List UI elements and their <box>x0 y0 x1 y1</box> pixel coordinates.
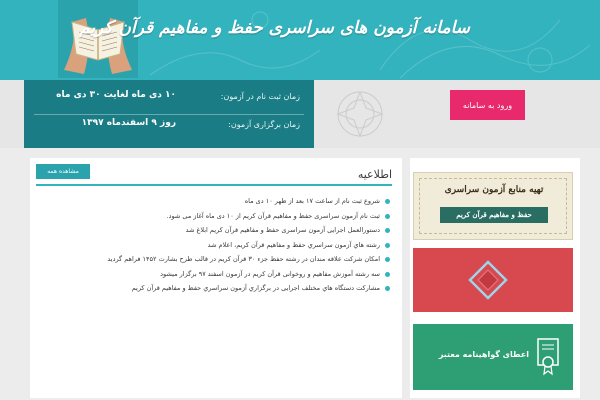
sidebar-banners <box>410 158 580 398</box>
login-button[interactable]: ورود به سامانه <box>450 90 525 120</box>
announcements-list <box>30 194 398 296</box>
exam-date-value: روز ۹ اسفندماه ۱۳۹۷ <box>81 118 176 128</box>
column-divider <box>402 158 410 398</box>
registration-label: زمان ثبت نام در آزمون: <box>220 92 300 101</box>
bullet-icon <box>385 214 390 219</box>
list-item[interactable] <box>30 194 398 209</box>
bullet-icon <box>385 272 390 277</box>
view-all-button[interactable]: مشاهده همه <box>36 164 90 179</box>
list-item-text[interactable]: شروع ثبت نام از ساعت ۱۷ بعد از ظهر ۱۰ دی ماه <box>244 197 380 205</box>
bullet-icon <box>385 199 390 204</box>
list-item-text[interactable]: ثبت نام آزمون سراسری حفظ و مفاهیم قرآن کریم از ۱۰ دی ماه آغاز می شود. <box>166 211 380 220</box>
bullet-icon <box>385 286 390 291</box>
red-banner[interactable] <box>413 248 573 312</box>
resources-banner-title: تهیه منابع آزمون سراسری <box>444 185 544 195</box>
info-divider <box>34 114 304 115</box>
list-item[interactable] <box>30 281 398 296</box>
ornament-icon <box>330 84 390 144</box>
quran-book-icon <box>58 0 138 78</box>
diamond-pattern-icon <box>468 260 508 300</box>
list-item-text[interactable]: امکان شرکت علاقه مندان در رشته حفظ جزء ۳۰ قرآن کریم در قالب طرح بشارت ۱۴۵۲ فراهم گردید <box>107 255 380 263</box>
title-underline <box>36 184 392 186</box>
list-item-text[interactable]: دستورالعمل اجرایی آزمون سراسری حفظ و مفاهیم قرآن کریم ابلاغ شد <box>185 226 380 234</box>
list-item[interactable] <box>30 238 398 253</box>
exam-date-row <box>24 118 314 138</box>
certificate-banner-text: اعطای گواهینامه معتبر <box>438 350 529 359</box>
exam-date-label: زمان برگزاری آزمون: <box>228 120 300 129</box>
list-item[interactable] <box>30 223 398 238</box>
certificate-banner[interactable] <box>413 324 573 390</box>
site-title: سامانه آزمون های سراسری حفظ و مفاهیم قرآن کریم <box>79 18 470 38</box>
bullet-icon <box>385 228 390 233</box>
bullet-icon <box>385 257 390 262</box>
registration-row <box>24 90 314 110</box>
site-header <box>0 0 600 80</box>
list-item[interactable] <box>30 252 398 267</box>
bullet-icon <box>385 243 390 248</box>
main-panel <box>30 158 580 398</box>
list-item-text[interactable]: سه رشته آموزش مفاهیم و روخوانی قرآن کریم در آزمون اسفند ۹۷ برگزار میشود <box>160 269 380 278</box>
exam-info-box <box>24 80 314 148</box>
announcements-title: اطلاعیه <box>357 168 392 181</box>
list-item-text[interactable]: رشته هاي آزمون سراسري حفظ و مفاهيم قرآن كريم، اعلام شد <box>207 240 380 249</box>
list-item[interactable] <box>30 267 398 282</box>
announcements-panel <box>30 158 398 398</box>
list-item[interactable] <box>30 209 398 224</box>
resources-banner-subtitle: حفظ و مفاهیم قرآن کریم <box>440 207 548 223</box>
certificate-icon <box>537 338 559 376</box>
resources-banner[interactable] <box>413 172 573 240</box>
registration-value: ۱۰ دی ماه لغایت ۳۰ دی ماه <box>56 90 176 100</box>
list-item-text[interactable]: مشارکت دستگاه هاي مختلف اجرایی در برگزاري آزمون سراسري حفظ و مفاهيم قرآن كريم <box>131 284 380 292</box>
